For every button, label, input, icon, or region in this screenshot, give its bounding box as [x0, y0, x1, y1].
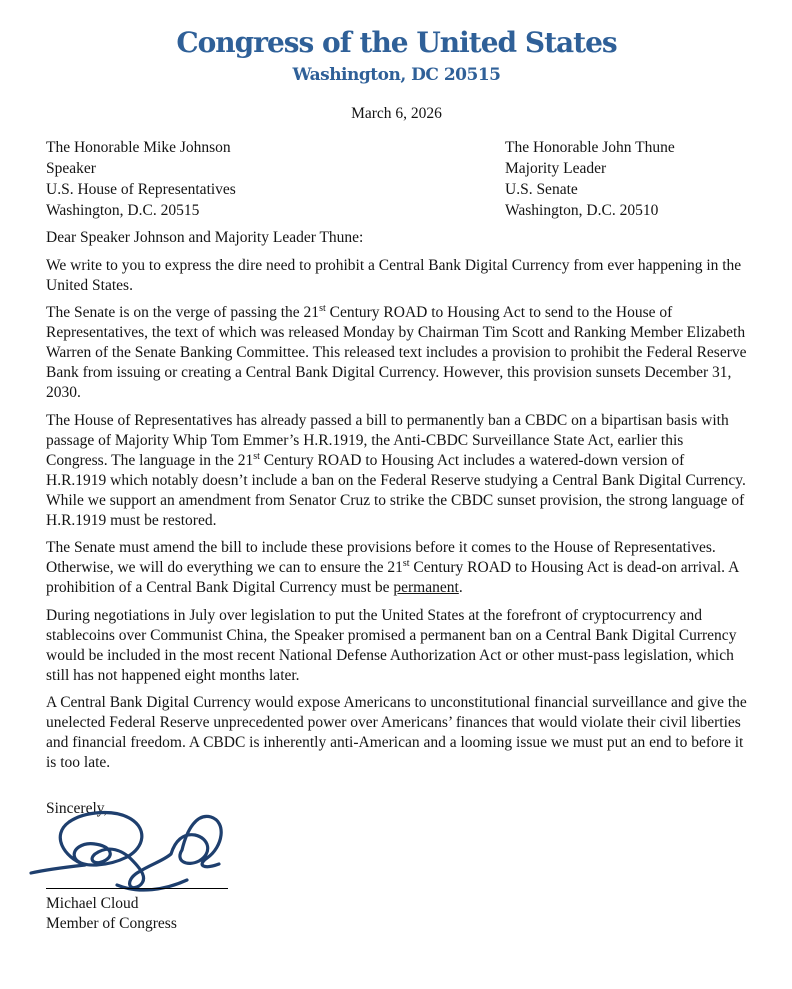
letter-date: March 6, 2026	[351, 105, 442, 122]
superscript-text: st	[402, 557, 410, 569]
letterhead	[46, 26, 747, 86]
recipient-org: U.S. House of Representatives	[46, 181, 236, 198]
paragraph-text: A Central Bank Digital Currency would expose Americans to unconstitutional financial surveillance and give the unelected Federal Reserve unprecedented power over Americans’ finances that would violate their civil liberties and financial freedom. A CBDC is inherently anti-American and a looming issue we must put an end to before it is too late.	[46, 694, 747, 771]
paragraph-text: During negotiations in July over legislation to put the United States at the forefront of cryptocurrency and stablecoins over Communist China, the Speaker promised a permanent ban on a Central Bank Digital Currency would be included in the most recent National Defense Authorization Act or other must-pass legislation, which still has not happened eight months later.	[46, 606, 737, 684]
recipient-org: U.S. Senate	[505, 181, 578, 198]
paragraph	[46, 303, 747, 403]
recipient-address: Washington, D.C. 20510	[505, 202, 659, 219]
paragraph-text: Century ROAD to Housing Act is dead-on arrival. A prohibition of a Central Bank Digital Currency must be	[46, 559, 739, 596]
recipient-address: Washington, D.C. 20515	[46, 202, 200, 219]
paragraph-text: We write to you to express the dire need to prohibit a Central Bank Digital Currency from ever happening in the United States.	[46, 256, 742, 294]
paragraph	[46, 606, 747, 686]
superscript-text: st	[319, 302, 326, 314]
signature-line	[46, 888, 228, 889]
paragraph	[46, 538, 747, 598]
letter-body	[46, 256, 747, 774]
recipient-role: Speaker	[46, 160, 96, 177]
recipient-house	[46, 137, 505, 221]
signer-name: Michael Cloud	[46, 895, 139, 912]
signer-title: Member of Congress	[46, 915, 177, 932]
valediction: Sincerely,	[46, 800, 108, 817]
recipient-senate	[505, 137, 747, 221]
paragraph-text: The House of Representatives has already passed a bill to permanently ban a CBDC on a bipartisan basis with passage of Majority Whip Tom Emmer’s H.R.1919, the Anti-CBDC Surveillance State Act, earlier this Congress. The language in the 21	[46, 411, 729, 469]
paragraph	[46, 411, 747, 531]
salutation: Dear Speaker Johnson and Majority Leader Thune:	[46, 229, 364, 246]
recipient-name: The Honorable Mike Johnson	[46, 139, 231, 156]
recipient-role: Majority Leader	[505, 160, 607, 177]
paragraph-text: Century ROAD to Housing Act to send to the House of Representatives, the text of which was released Monday by Chairman Tim Scott and Ranking Member Elizabeth Warren of the Senate Banking Committee. This released text includes a provision to prohibit the Federal Reserve Bank from issuing or creating a Central Bank Digital Currency. However, this provision sunsets December 31, 2030.	[46, 304, 747, 401]
paragraph-text: The Senate is on the verge of passing the 21	[46, 304, 320, 321]
superscript-text: st	[253, 450, 260, 462]
letterhead-subtitle: Washington, DC 20515	[292, 65, 501, 85]
closing-block	[46, 799, 747, 934]
letterhead-title: Congress of the United States	[176, 26, 617, 59]
paragraph-text: Century ROAD to Housing Act includes a watered-down version of H.R.1919 which notably doesn’t include a ban on the Federal Reserve studying a Central Bank Digital Currency. While we support an amendment from Senator Cruz to strike the CBDC sunset provision, the strong language of H.R.1919 must be restored.	[46, 451, 746, 529]
recipient-name: The Honorable John Thune	[505, 139, 675, 156]
paragraph	[46, 693, 747, 773]
paragraph-text: The Senate must amend the bill to include these provisions before it comes to the House of Representatives. Otherwise, we will do everything we can to ensure the 21	[46, 539, 716, 576]
underlined-text: permanent	[393, 579, 459, 596]
signature-block	[46, 819, 286, 889]
paragraph-text: .	[458, 579, 463, 596]
recipients-block	[46, 137, 747, 221]
paragraph	[46, 256, 747, 296]
